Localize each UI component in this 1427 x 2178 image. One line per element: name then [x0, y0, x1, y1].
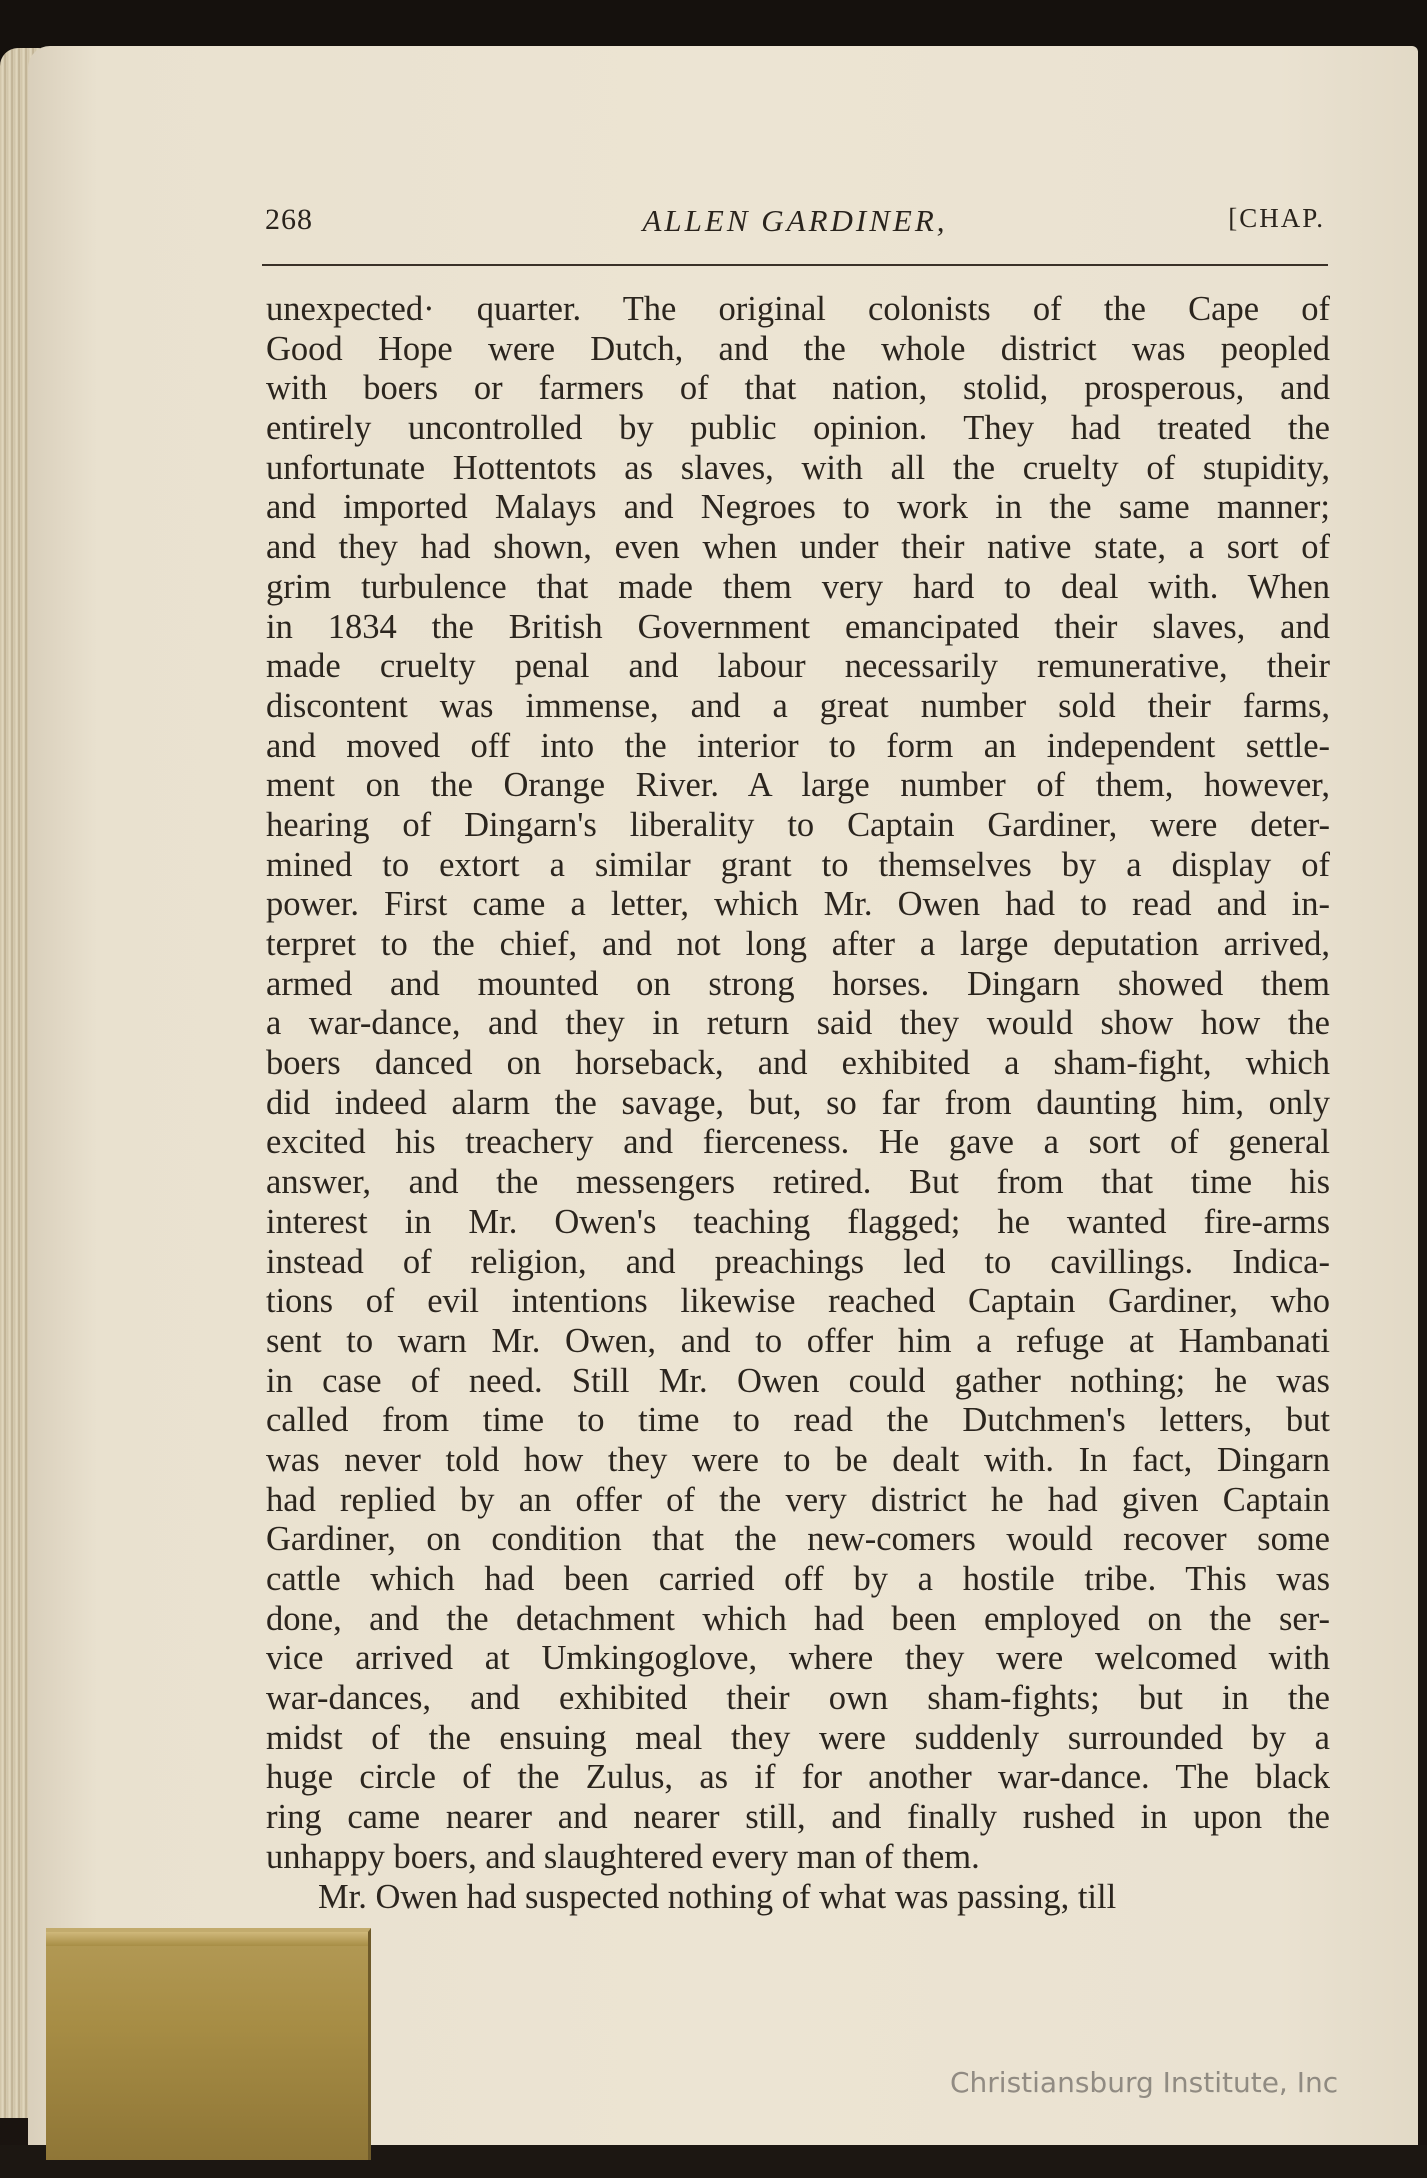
text-line: answer, and the messengers retired. But from that time his [266, 1163, 1330, 1202]
watermark: Christiansburg Institute, Inc [950, 2066, 1339, 2099]
text-line: and imported Malays and Negroes to work in the same manner; [266, 488, 1330, 527]
header-rule [262, 264, 1328, 266]
text-line: midst of the ensuing meal they were suddenly surrounded by a [266, 1718, 1330, 1757]
text-line: and moved off into the interior to form an independent settle- [266, 726, 1330, 765]
text-line: terpret to the chief, and not long after a large deputation arrived, [266, 925, 1330, 963]
text-line: Good Hope were Dutch, and the whole district was peopled [266, 329, 1330, 368]
text-line: a war-dance, and they in return said they would show how the [266, 1004, 1330, 1043]
text-line: mined to extort a similar grant to themselves by a display of [266, 845, 1330, 884]
text-line: ment on the Orange River. A large number of them, however, [266, 766, 1330, 805]
paragraph [266, 1878, 1330, 1918]
text-line: tions of evil intentions likewise reached Captain Gardiner, who [266, 1282, 1330, 1321]
text-line: with boers or farmers of that nation, stolid, prosperous, and [266, 369, 1330, 408]
text-line: war-dances, and exhibited their own sham-fights; but in the [266, 1679, 1330, 1718]
text-line: entirely uncontrolled by public opinion. They had treated the [266, 409, 1330, 448]
text-line: hearing of Dingarn's liberality to Captain Gardiner, were deter- [266, 805, 1330, 844]
text-line: did indeed alarm the savage, but, so far from daunting him, only [266, 1083, 1330, 1122]
text-line: Gardiner, on condition that the new-comers would recover some [266, 1520, 1330, 1559]
text-line: interest in Mr. Owen's teaching flagged; he wanted fire-arms [266, 1202, 1330, 1241]
text-line: cattle which had been carried off by a hostile tribe. This was [266, 1560, 1330, 1598]
running-title: ALLEN GARDINER, [642, 203, 948, 238]
text-line: ring came nearer and nearer still, and finally rushed in upon the [266, 1798, 1330, 1837]
text-line: boers danced on horseback, and exhibited a sham-fight, which [266, 1044, 1330, 1083]
bookmark [46, 1928, 371, 2160]
text-line: unfortunate Hottentots as slaves, with all the cruelty of stupidity, [266, 448, 1330, 487]
bookmark-fold [46, 1932, 368, 1946]
text-line: and they had shown, even when under their native state, a sort of [266, 528, 1330, 567]
text-line: in case of need. Still Mr. Owen could gather nothing; he was [266, 1361, 1330, 1400]
running-header [265, 203, 1325, 253]
text-line: vice arrived at Umkingoglove, where they were welcomed with [266, 1639, 1330, 1678]
text-line: sent to warn Mr. Owen, and to offer him a refuge at Hambanati [266, 1321, 1330, 1360]
text-line: done, and the detachment which had been employed on the ser- [266, 1599, 1330, 1638]
text-line: was never told how they were to be dealt with. In fact, Dingarn [266, 1440, 1330, 1479]
text-line: grim turbulence that made them very hard to deal with. When [266, 567, 1330, 606]
text-line: huge circle of the Zulus, as if for another war-dance. The black [266, 1758, 1330, 1797]
text-line: in 1834 the British Government emancipated their slaves, and [266, 607, 1330, 646]
text-line: had replied by an offer of the very district he had given Captain [266, 1480, 1330, 1519]
text-line: instead of religion, and preachings led to cavillings. Indica- [266, 1242, 1330, 1281]
text-line: discontent was immense, and a great number sold their farms, [266, 686, 1330, 725]
body-text [266, 290, 1330, 1917]
text-line: unexpected· quarter. The original colonists of the Cape of [266, 290, 1330, 328]
text-line: made cruelty penal and labour necessarily remunerative, their [266, 647, 1330, 686]
text-line: power. First came a letter, which Mr. Owen had to read and in- [266, 885, 1330, 924]
text-line: excited his treachery and fierceness. He gave a sort of general [266, 1123, 1330, 1162]
text-line: armed and mounted on strong horses. Dingarn showed them [266, 964, 1330, 1003]
text-line: Mr. Owen had suspected nothing of what was passing, till [318, 1877, 1117, 1916]
chapter-label: [CHAP. [1228, 203, 1325, 233]
text-line: unhappy boers, and slaughtered every man of them. [266, 1837, 980, 1876]
page-number: 268 [265, 203, 313, 236]
text-line: called from time to time to read the Dutchmen's letters, but [266, 1401, 1330, 1440]
paragraph [266, 290, 1330, 1878]
